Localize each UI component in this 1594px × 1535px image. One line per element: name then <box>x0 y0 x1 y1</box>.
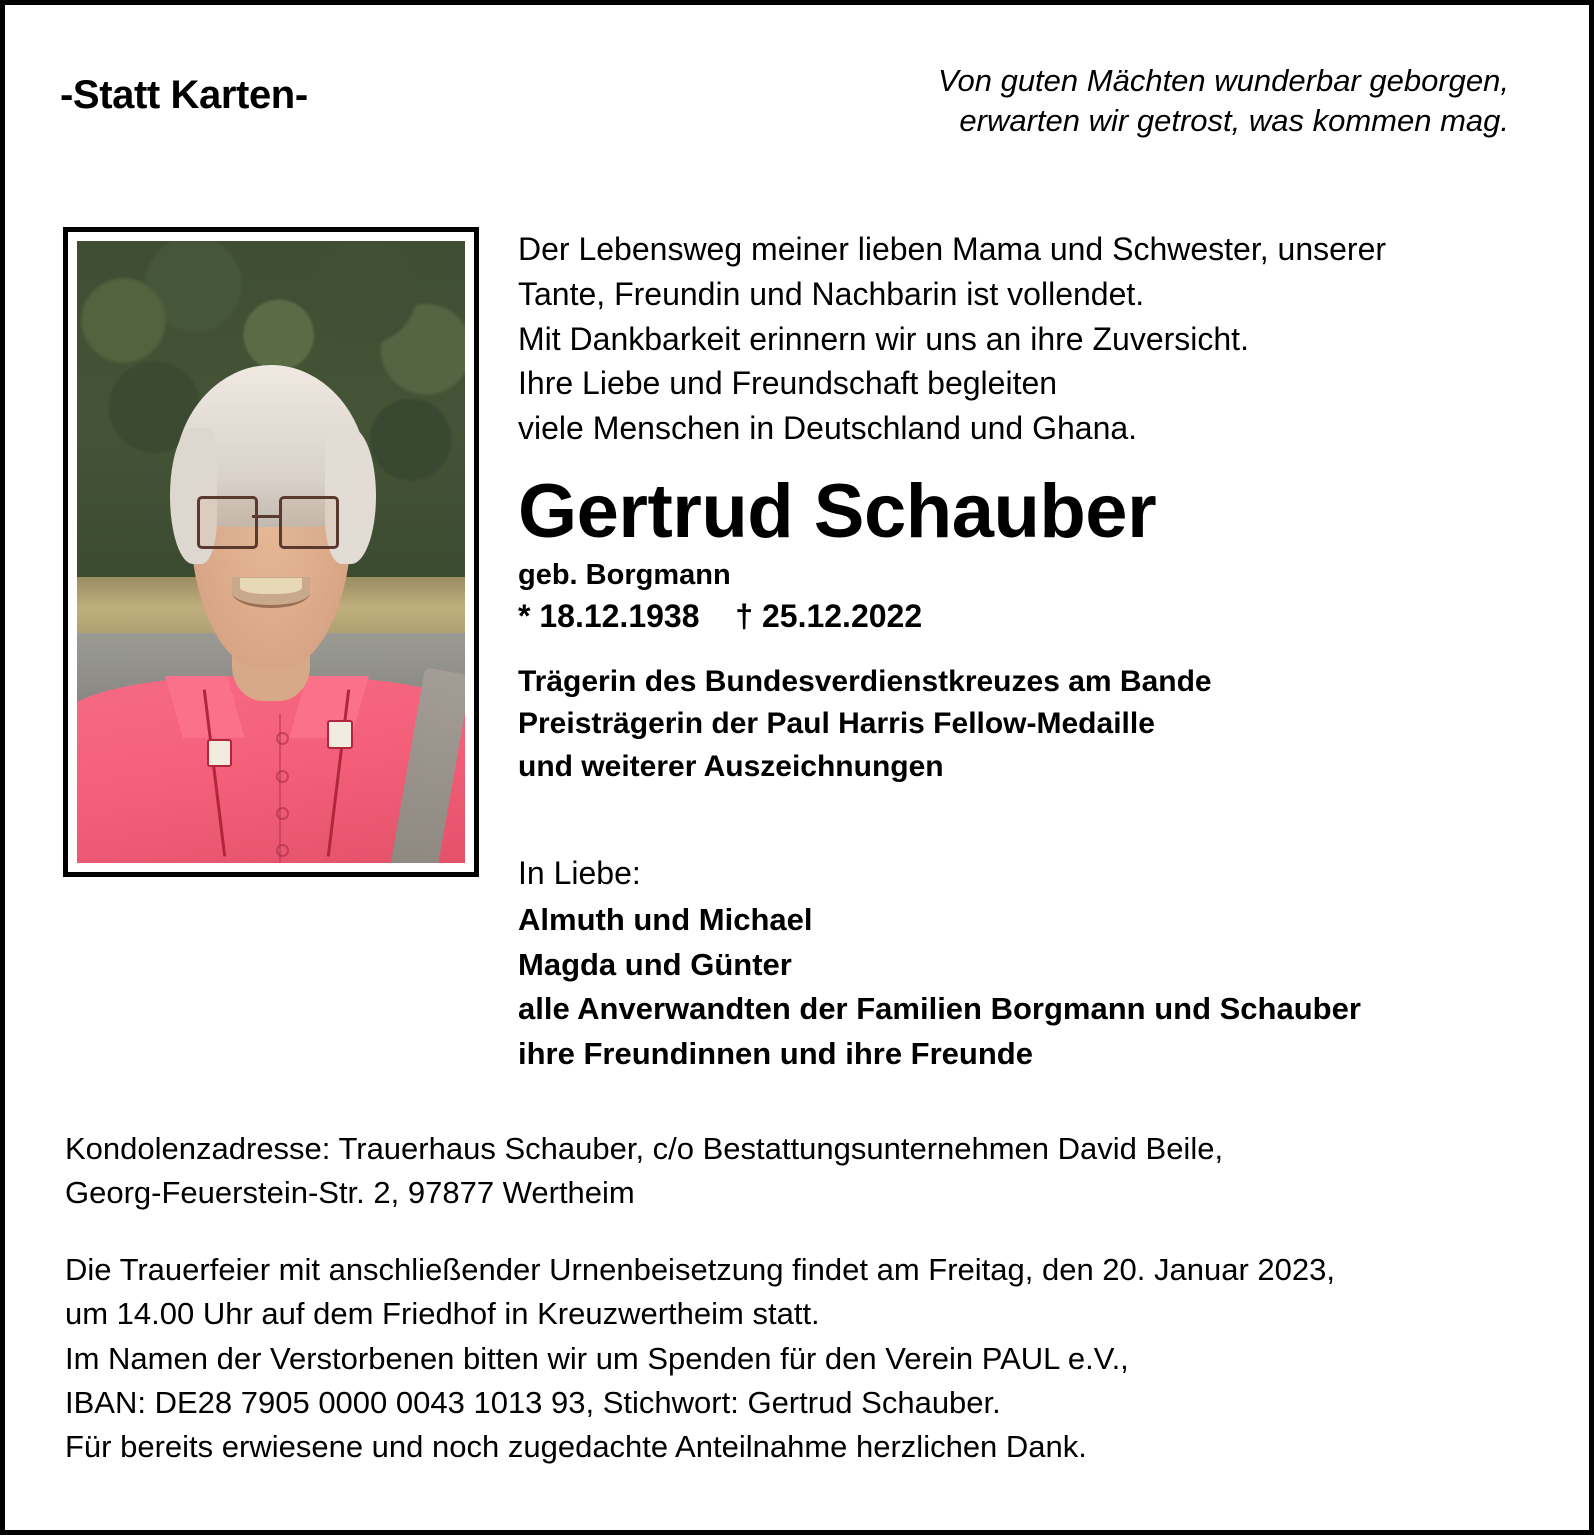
photo-necklace-bead-left <box>207 739 232 768</box>
awards-block <box>518 661 1528 790</box>
mourner-line: alle Anverwandten der Familien Borgmann und Schauber <box>518 991 1361 1027</box>
iban-line: IBAN: DE28 7905 0000 0043 1013 93, Stichwort: Gertrud Schauber. <box>65 1384 1001 1420</box>
mourner-line: ihre Freundinnen und ihre Freunde <box>518 1035 1033 1071</box>
photo-shirt-button <box>276 770 289 783</box>
photo-eyeglass-left <box>197 496 257 549</box>
obituary-text-column <box>518 227 1528 1076</box>
verse-line-2: erwarten wir getrost, was kommen mag. <box>959 103 1509 139</box>
condolence-line: Kondolenzadresse: Trauerhaus Schauber, c/o Bestattungsunternehmen David Beile, <box>65 1131 1224 1166</box>
deceased-name: Gertrud Schauber <box>518 468 1157 554</box>
condolence-line: Georg-Feuerstein-Str. 2, 97877 Wertheim <box>65 1175 635 1211</box>
photo-shirt-button <box>276 807 289 820</box>
mourner-line: Magda und Günter <box>518 946 792 982</box>
mourners-list <box>518 898 1528 1077</box>
deceased-dates <box>518 598 1528 635</box>
photo-shirt-button <box>276 732 289 745</box>
award-line: Trägerin des Bundesverdienstkreuzes am Bande <box>518 664 1212 698</box>
award-line: Preisträgerin der Paul Harris Fellow-Medaille <box>518 707 1155 741</box>
notice-header <box>5 5 1589 180</box>
award-line: und weiterer Auszeichnungen <box>518 750 944 784</box>
statt-karten-heading: -Statt Karten- <box>60 73 308 117</box>
intro-line: Tante, Freundin und Nachbarin ist vollendet. <box>518 275 1145 312</box>
ceremony-line: Im Namen der Verstorbenen bitten wir um Spenden für den Verein PAUL e.V., <box>65 1340 1129 1376</box>
death-date: † 25.12.2022 <box>735 597 923 634</box>
verse-line-1: Von guten Mächten wunderbar geborgen, <box>937 63 1509 98</box>
photo-teeth <box>240 578 302 594</box>
intro-line: Der Lebensweg meiner lieben Mama und Schwester, unserer <box>518 231 1387 267</box>
intro-line: Ihre Liebe und Freundschaft begleiten <box>518 365 1058 402</box>
deceased-maiden-name: geb. Borgmann <box>518 558 731 591</box>
photo-necklace-bead-right <box>327 720 352 749</box>
intro-paragraph <box>518 227 1528 451</box>
portrait-frame <box>63 227 479 877</box>
photo-eyeglass-right <box>279 496 339 549</box>
ceremony-line: Die Trauerfeier mit anschließender Urnenbeisetzung findet am Freitag, den 20. Januar 2023, <box>65 1252 1335 1287</box>
portrait-photo <box>77 241 465 863</box>
photo-eyeglass-bridge <box>252 515 279 518</box>
photo-shirt-button <box>276 844 289 857</box>
mourning-label: In Liebe: <box>518 855 641 892</box>
intro-line: Mit Dankbarkeit erinnern wir uns an ihre Zuversicht. <box>518 320 1249 357</box>
ceremony-details-block <box>65 1248 1335 1470</box>
ceremony-line: um 14.00 Uhr auf dem Friedhof in Kreuzwertheim statt. <box>65 1296 820 1332</box>
memorial-verse <box>938 61 1509 142</box>
mourner-line: Almuth und Michael <box>518 901 813 937</box>
intro-line: viele Menschen in Deutschland und Ghana. <box>518 410 1138 447</box>
ceremony-line: Für bereits erwiesene und noch zugedachte Anteilnahme herzlichen Dank. <box>65 1429 1087 1465</box>
birth-date: * 18.12.1938 <box>518 597 700 634</box>
condolence-address-block <box>65 1127 1223 1216</box>
